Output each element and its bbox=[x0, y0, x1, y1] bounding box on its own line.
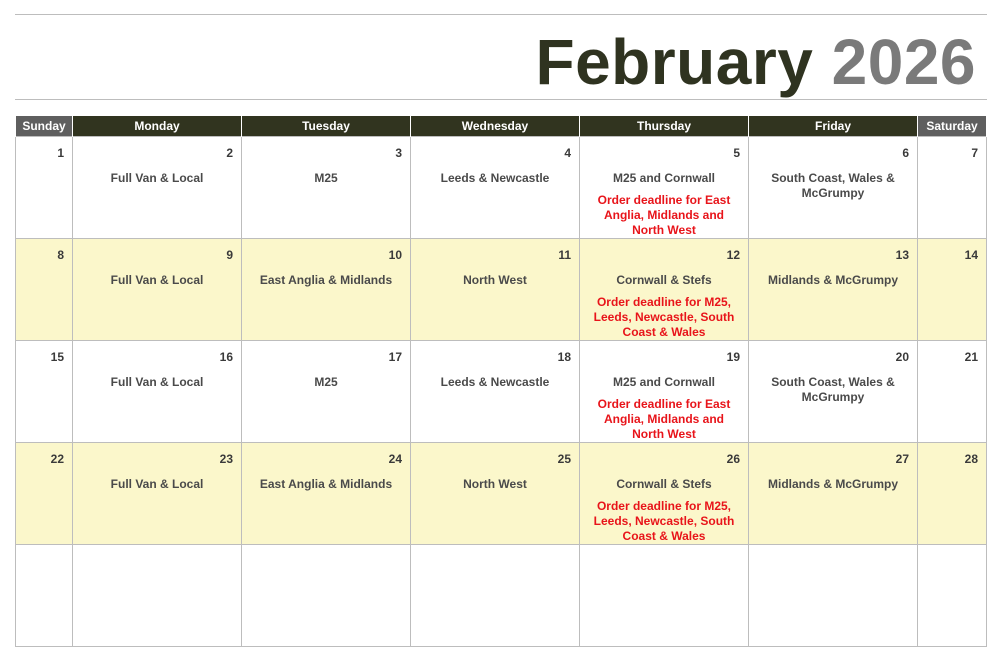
day-cell bbox=[242, 137, 411, 239]
weekday-header-thursday: Thursday bbox=[580, 116, 749, 137]
day-cell bbox=[16, 239, 73, 341]
day-number: 27 bbox=[895, 452, 909, 466]
delivery-route: Full Van & Local bbox=[110, 171, 204, 185]
day-cell bbox=[73, 341, 242, 443]
month-title: February bbox=[535, 26, 814, 98]
day-cell bbox=[242, 443, 411, 545]
delivery-route: Leeds & Newcastle bbox=[440, 375, 550, 389]
weekday-header-friday: Friday bbox=[749, 116, 918, 137]
day-cell bbox=[73, 545, 242, 647]
day-cell bbox=[580, 239, 749, 341]
day-cell bbox=[16, 443, 73, 545]
week-row bbox=[16, 341, 987, 443]
delivery-route: South Coast, Wales & McGrumpy bbox=[771, 375, 895, 404]
delivery-route: M25 and Cornwall bbox=[612, 375, 716, 389]
week-row bbox=[16, 545, 987, 647]
delivery-route: Full Van & Local bbox=[110, 477, 204, 491]
day-cell bbox=[918, 443, 987, 545]
day-cell bbox=[918, 239, 987, 341]
week-row bbox=[16, 443, 987, 545]
day-number: 6 bbox=[902, 146, 909, 160]
day-number: 2 bbox=[226, 146, 233, 160]
top-divider bbox=[15, 14, 987, 15]
delivery-route: Midlands & McGrumpy bbox=[767, 273, 898, 287]
week-row bbox=[16, 137, 987, 239]
delivery-route: North West bbox=[463, 477, 527, 491]
day-cell bbox=[749, 443, 918, 545]
weekday-header-sunday: Sunday bbox=[16, 116, 73, 137]
day-number: 26 bbox=[726, 452, 740, 466]
day-cell bbox=[749, 239, 918, 341]
day-cell bbox=[580, 545, 749, 647]
day-number: 19 bbox=[726, 350, 740, 364]
day-number: 1 bbox=[57, 146, 64, 160]
weekday-header-saturday: Saturday bbox=[918, 116, 987, 137]
day-cell bbox=[16, 545, 73, 647]
day-number: 15 bbox=[50, 350, 64, 364]
day-cell bbox=[411, 443, 580, 545]
delivery-route: Cornwall & Stefs bbox=[616, 273, 712, 287]
day-number: 5 bbox=[733, 146, 740, 160]
day-number: 12 bbox=[726, 248, 740, 262]
order-deadline-note: Order deadline for M25, Leeds, Newcastle, South Coast & Wales bbox=[593, 499, 735, 543]
day-number: 23 bbox=[219, 452, 233, 466]
day-number: 18 bbox=[557, 350, 571, 364]
delivery-route: Cornwall & Stefs bbox=[616, 477, 712, 491]
day-cell bbox=[749, 341, 918, 443]
day-number: 24 bbox=[388, 452, 402, 466]
day-cell bbox=[73, 443, 242, 545]
day-number: 9 bbox=[226, 248, 233, 262]
day-number: 11 bbox=[558, 248, 571, 262]
day-cell bbox=[411, 137, 580, 239]
day-cell bbox=[411, 545, 580, 647]
delivery-route: East Anglia & Midlands bbox=[259, 477, 393, 491]
day-cell bbox=[918, 137, 987, 239]
page-title bbox=[535, 22, 976, 102]
delivery-route: Full Van & Local bbox=[110, 273, 204, 287]
delivery-route: East Anglia & Midlands bbox=[259, 273, 393, 287]
delivery-route: M25 bbox=[314, 171, 338, 185]
day-number: 25 bbox=[557, 452, 571, 466]
day-cell bbox=[749, 545, 918, 647]
day-cell bbox=[242, 341, 411, 443]
day-number: 21 bbox=[964, 350, 978, 364]
day-number: 4 bbox=[564, 146, 571, 160]
weekday-header-tuesday: Tuesday bbox=[242, 116, 411, 137]
day-cell bbox=[16, 137, 73, 239]
day-cell bbox=[73, 239, 242, 341]
day-number: 20 bbox=[895, 350, 909, 364]
order-deadline-note: Order deadline for East Anglia, Midlands and North West bbox=[597, 397, 731, 441]
day-cell bbox=[242, 239, 411, 341]
title-divider bbox=[15, 99, 987, 100]
day-number: 8 bbox=[57, 248, 64, 262]
weekday-header-row bbox=[16, 116, 987, 137]
day-cell bbox=[73, 137, 242, 239]
delivery-route: North West bbox=[463, 273, 527, 287]
delivery-route: Leeds & Newcastle bbox=[440, 171, 550, 185]
day-cell bbox=[918, 545, 987, 647]
day-cell bbox=[411, 341, 580, 443]
day-cell bbox=[749, 137, 918, 239]
delivery-route: M25 and Cornwall bbox=[612, 171, 716, 185]
day-cell bbox=[918, 341, 987, 443]
delivery-route: South Coast, Wales & McGrumpy bbox=[771, 171, 895, 200]
order-deadline-note: Order deadline for East Anglia, Midlands and North West bbox=[597, 193, 731, 237]
weekday-header-monday: Monday bbox=[73, 116, 242, 137]
day-number: 17 bbox=[388, 350, 402, 364]
day-number: 22 bbox=[50, 452, 64, 466]
day-cell bbox=[580, 341, 749, 443]
day-number: 3 bbox=[395, 146, 402, 160]
day-number: 13 bbox=[895, 248, 909, 262]
delivery-route: M25 bbox=[314, 375, 338, 389]
delivery-route: Midlands & McGrumpy bbox=[767, 477, 898, 491]
delivery-route: Full Van & Local bbox=[110, 375, 204, 389]
day-cell bbox=[16, 341, 73, 443]
day-number: 10 bbox=[388, 248, 402, 262]
day-number: 28 bbox=[964, 452, 978, 466]
day-cell bbox=[580, 443, 749, 545]
day-cell bbox=[411, 239, 580, 341]
year-title: 2026 bbox=[831, 26, 976, 98]
calendar-grid bbox=[15, 116, 987, 647]
day-cell bbox=[242, 545, 411, 647]
day-number: 16 bbox=[219, 350, 233, 364]
order-deadline-note: Order deadline for M25, Leeds, Newcastle, South Coast & Wales bbox=[593, 295, 735, 339]
week-row bbox=[16, 239, 987, 341]
day-cell bbox=[580, 137, 749, 239]
day-number: 14 bbox=[964, 248, 978, 262]
day-number: 7 bbox=[971, 146, 978, 160]
weekday-header-wednesday: Wednesday bbox=[411, 116, 580, 137]
